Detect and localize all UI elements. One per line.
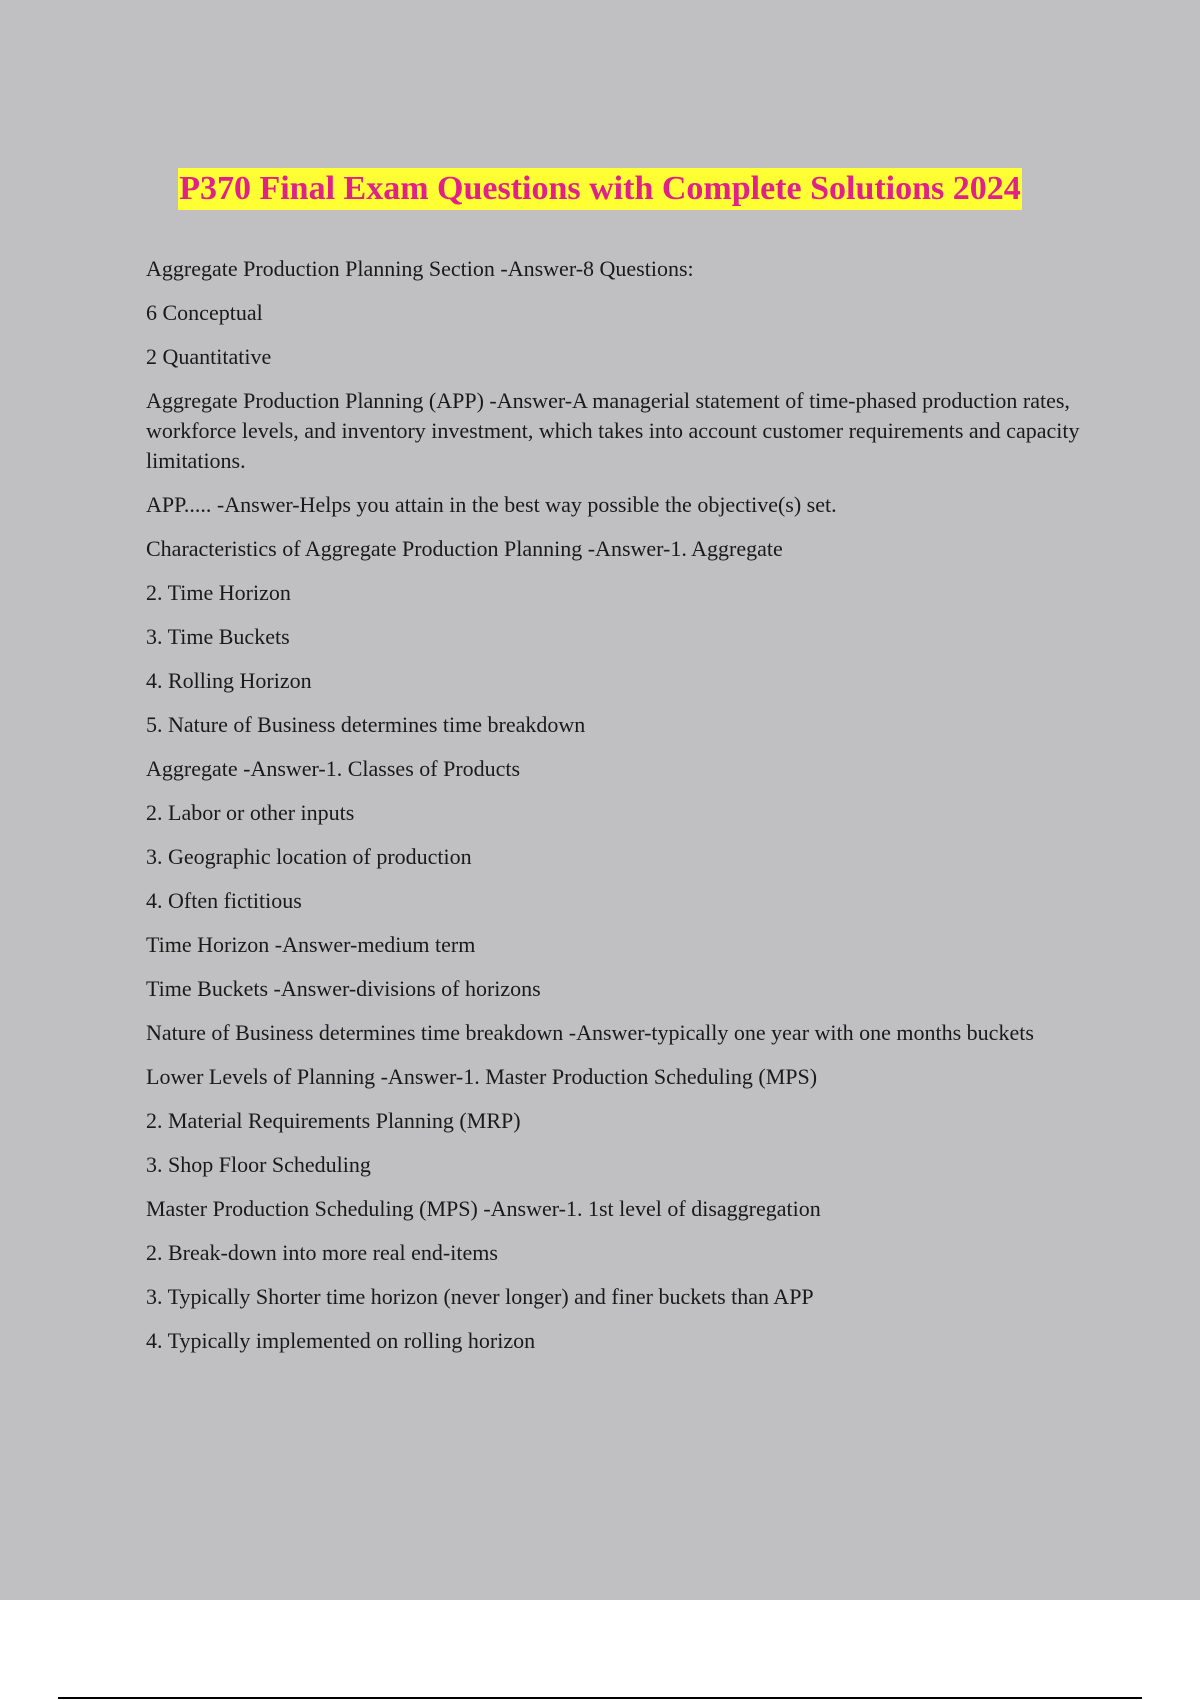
text-line: 3. Geographic location of production	[146, 844, 472, 869]
text-line: 2. Material Requirements Planning (MRP)	[146, 1108, 521, 1133]
text-line: 3. Time Buckets	[146, 624, 290, 649]
text-line: 4. Typically implemented on rolling horizon	[146, 1328, 536, 1353]
text-line: APP..... -Answer-Helps you attain in the best way possible the objective(s) set.	[146, 492, 837, 517]
text-line: 3. Shop Floor Scheduling	[146, 1152, 371, 1177]
text-line: Master Production Scheduling (MPS) -Answer-1. 1st level of disaggregation	[146, 1196, 821, 1221]
text-line: Nature of Business determines time breakdown -Answer-typically one year with one months buckets	[146, 1020, 1034, 1045]
text-line: 6 Conceptual	[146, 300, 263, 325]
text-line: 4. Rolling Horizon	[146, 668, 312, 693]
text-line: Characteristics of Aggregate Production Planning -Answer-1. Aggregate	[146, 536, 783, 561]
text-line: Aggregate -Answer-1. Classes of Products	[146, 756, 521, 781]
text-line: Time Horizon -Answer-medium term	[146, 932, 476, 957]
text-line: 4. Often fictitious	[146, 888, 302, 913]
title-container	[0, 168, 1200, 210]
text-line: 3. Typically Shorter time horizon (never longer) and finer buckets than APP	[146, 1284, 814, 1309]
text-line: 2. Labor or other inputs	[146, 800, 355, 825]
text-line: 2. Time Horizon	[146, 580, 291, 605]
text-line: Time Buckets -Answer-divisions of horizons	[146, 976, 541, 1001]
text-line: Lower Levels of Planning -Answer-1. Master Production Scheduling (MPS)	[146, 1064, 818, 1089]
text-line: Aggregate Production Planning (APP) -Answer-A managerial statement of time-phased production rates, workforce levels, and inventory investment, which takes into account customer requirements and capacity limitations.	[146, 388, 1080, 473]
text-line: 2. Break-down into more real end-items	[146, 1240, 498, 1265]
text-line: 2 Quantitative	[146, 344, 272, 369]
text-line: Aggregate Production Planning Section -Answer-8 Questions:	[146, 256, 694, 281]
document-title: P370 Final Exam Questions with Complete Solutions 2024	[178, 168, 1022, 210]
footer-divider	[58, 1697, 1142, 1699]
document-body	[146, 254, 1096, 1370]
text-line: 5. Nature of Business determines time breakdown	[146, 712, 586, 737]
